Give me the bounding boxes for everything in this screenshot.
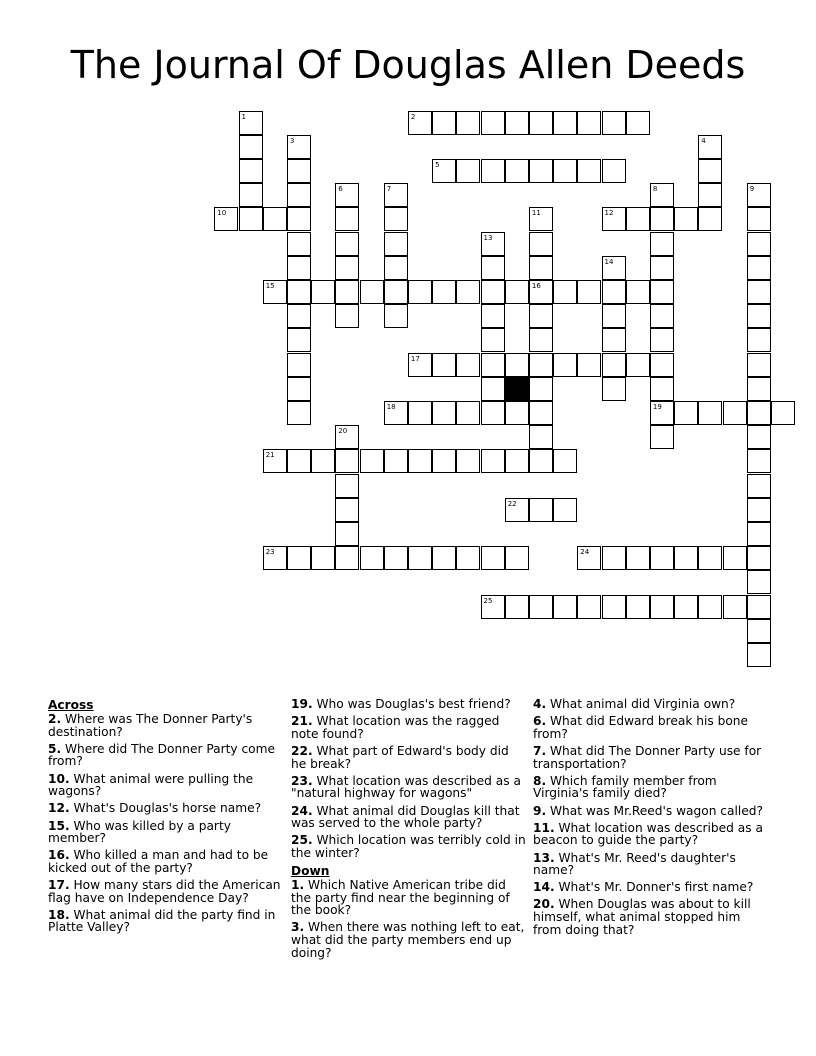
grid-cell[interactable] xyxy=(481,377,505,401)
grid-cell[interactable] xyxy=(650,280,674,304)
grid-cell[interactable] xyxy=(384,449,408,473)
grid-cell[interactable] xyxy=(529,377,553,401)
clue-item xyxy=(48,713,283,738)
grid-cell[interactable] xyxy=(747,643,771,667)
clue-item xyxy=(291,805,526,830)
clue-item-number: 22. xyxy=(291,743,313,758)
clue-item-number: 11. xyxy=(533,820,555,835)
clue-item xyxy=(533,852,768,877)
grid-cell[interactable] xyxy=(602,280,626,304)
clue-number: 16 xyxy=(531,281,541,290)
clue-item-text: What part of Edward's body did he break? xyxy=(291,743,509,771)
grid-cell[interactable] xyxy=(287,232,311,256)
clue-number: 2 xyxy=(410,112,416,121)
clue-item-text: How many stars did the American flag have on Independence Day? xyxy=(48,878,281,905)
grid-cell[interactable] xyxy=(287,377,311,401)
grid-cell[interactable] xyxy=(626,207,650,231)
grid-cell[interactable] xyxy=(626,546,650,570)
clue-item-text: Where did The Donner Party come from? xyxy=(48,741,276,769)
grid-cell[interactable] xyxy=(602,159,626,183)
grid-cell[interactable] xyxy=(384,207,408,231)
clue-item xyxy=(533,775,768,800)
grid-cell[interactable] xyxy=(384,546,408,570)
grid-cell[interactable] xyxy=(335,498,359,522)
grid-cell[interactable] xyxy=(481,159,505,183)
grid-cell[interactable] xyxy=(553,111,577,135)
clue-item-text: When Douglas was about to kill himself, what animal stopped him from doing that? xyxy=(533,897,751,937)
grid-cell[interactable] xyxy=(214,207,238,231)
clue-number: 25 xyxy=(483,596,493,605)
grid-cell[interactable] xyxy=(529,111,553,135)
grid-cell[interactable] xyxy=(674,595,698,619)
clue-item-number: 4. xyxy=(533,697,547,711)
grid-cell[interactable] xyxy=(335,280,359,304)
grid-cell[interactable] xyxy=(602,207,626,231)
grid-cell[interactable] xyxy=(311,280,335,304)
clue-item-text: Which Native American tribe did the party find near the beginning of the book? xyxy=(291,878,510,918)
clue-item-number: 5. xyxy=(48,741,62,756)
grid-cell[interactable] xyxy=(263,449,287,473)
grid-cell[interactable] xyxy=(384,256,408,280)
clue-item-number: 3. xyxy=(291,920,305,935)
grid-cell[interactable] xyxy=(360,449,384,473)
clue-column-3 xyxy=(533,698,768,941)
grid-cell[interactable] xyxy=(650,328,674,352)
grid-cell[interactable] xyxy=(311,449,335,473)
grid-cell[interactable] xyxy=(602,595,626,619)
grid-cell[interactable] xyxy=(698,159,722,183)
grid-cell[interactable] xyxy=(650,401,674,425)
grid-cell[interactable] xyxy=(602,111,626,135)
clue-item-number: 25. xyxy=(291,833,313,848)
clue-number: 23 xyxy=(265,548,275,557)
grid-cell[interactable] xyxy=(698,401,722,425)
grid-cell[interactable] xyxy=(553,595,577,619)
grid-cell[interactable] xyxy=(481,595,505,619)
grid-cell[interactable] xyxy=(505,498,529,522)
grid-cell[interactable] xyxy=(577,280,601,304)
clue-item-text: What's Mr. Donner's first name? xyxy=(558,880,754,895)
grid-cell[interactable] xyxy=(505,353,529,377)
clue-item-number: 9. xyxy=(533,803,547,818)
grid-cell[interactable] xyxy=(335,522,359,546)
clue-item-number: 13. xyxy=(533,850,555,865)
page-title: The Journal Of Douglas Allen Deeds xyxy=(70,43,746,87)
grid-cell[interactable] xyxy=(505,595,529,619)
grid-cell[interactable] xyxy=(529,207,553,231)
grid-cell[interactable] xyxy=(287,304,311,328)
grid-cell[interactable] xyxy=(698,546,722,570)
clue-number: 7 xyxy=(386,185,392,194)
grid-cell[interactable] xyxy=(602,353,626,377)
grid-cell[interactable] xyxy=(505,280,529,304)
grid-cell[interactable] xyxy=(626,111,650,135)
clue-number: 17 xyxy=(410,354,420,363)
grid-cell[interactable] xyxy=(674,401,698,425)
grid-cell[interactable] xyxy=(747,377,771,401)
grid-cell[interactable] xyxy=(384,280,408,304)
grid-cell[interactable] xyxy=(529,159,553,183)
grid-cell[interactable] xyxy=(747,522,771,546)
clue-item xyxy=(291,745,526,770)
grid-cell[interactable] xyxy=(577,159,601,183)
clue-number: 21 xyxy=(265,451,275,460)
clue-item xyxy=(291,921,526,959)
clue-item-number: 18. xyxy=(48,907,70,922)
grid-cell[interactable] xyxy=(650,304,674,328)
clue-item-text: What animal did the party find in Platte Valley? xyxy=(48,907,276,935)
grid-cell[interactable] xyxy=(505,111,529,135)
grid-cell[interactable] xyxy=(553,449,577,473)
clue-item-number: 24. xyxy=(291,803,313,818)
grid-cell[interactable] xyxy=(747,498,771,522)
grid-cell[interactable] xyxy=(456,401,480,425)
grid-cell[interactable] xyxy=(408,401,432,425)
grid-cell[interactable] xyxy=(239,159,263,183)
grid-cell[interactable] xyxy=(481,546,505,570)
grid-cell[interactable] xyxy=(553,353,577,377)
clue-number: 20 xyxy=(338,427,348,436)
grid-cell[interactable] xyxy=(674,207,698,231)
grid-cell[interactable] xyxy=(747,570,771,594)
grid-cell[interactable] xyxy=(650,546,674,570)
grid-cell[interactable] xyxy=(335,546,359,570)
clue-item xyxy=(48,909,283,934)
grid-cell[interactable] xyxy=(505,449,529,473)
grid-cell[interactable] xyxy=(360,280,384,304)
grid-cell[interactable] xyxy=(553,280,577,304)
black-cell xyxy=(505,377,529,401)
grid-cell[interactable] xyxy=(747,353,771,377)
clue-number: 3 xyxy=(289,136,295,145)
clue-number: 19 xyxy=(652,402,662,411)
grid-cell[interactable] xyxy=(650,425,674,449)
grid-cell[interactable] xyxy=(529,256,553,280)
clue-item-text: What location was the ragged note found? xyxy=(291,714,500,741)
grid-cell[interactable] xyxy=(674,546,698,570)
grid-cell[interactable] xyxy=(747,401,771,425)
clue-number: 14 xyxy=(604,257,614,266)
grid-cell[interactable] xyxy=(698,595,722,619)
grid-cell[interactable] xyxy=(529,425,553,449)
clue-item-number: 2. xyxy=(48,712,62,726)
clue-item-number: 10. xyxy=(48,771,70,786)
grid-cell[interactable] xyxy=(335,425,359,449)
grid-cell[interactable] xyxy=(287,135,311,159)
grid-cell[interactable] xyxy=(577,546,601,570)
grid-cell[interactable] xyxy=(747,449,771,473)
clue-item-number: 21. xyxy=(291,714,313,729)
grid-cell[interactable] xyxy=(747,474,771,498)
grid-cell[interactable] xyxy=(432,111,456,135)
grid-cell[interactable] xyxy=(456,111,480,135)
clue-item xyxy=(533,805,768,818)
clue-item xyxy=(533,822,768,847)
clue-item xyxy=(533,881,768,894)
clue-item-text: Who was killed by a party member? xyxy=(48,818,231,846)
grid-cell[interactable] xyxy=(505,546,529,570)
grid-cell[interactable] xyxy=(747,546,771,570)
clue-number: 22 xyxy=(507,499,517,508)
grid-cell[interactable] xyxy=(553,498,577,522)
grid-cell[interactable] xyxy=(529,232,553,256)
clue-item-text: What's Douglas's horse name? xyxy=(73,801,262,816)
clue-item xyxy=(533,698,768,711)
clue-item-text: What location was described as a "natural highway for wagons" xyxy=(291,773,521,801)
clue-number: 4 xyxy=(701,136,706,145)
grid-cell[interactable] xyxy=(723,595,747,619)
grid-cell[interactable] xyxy=(456,159,480,183)
grid-cell[interactable] xyxy=(747,304,771,328)
clue-column-1 xyxy=(48,698,283,939)
grid-cell[interactable] xyxy=(553,159,577,183)
grid-cell[interactable] xyxy=(650,377,674,401)
grid-cell[interactable] xyxy=(287,401,311,425)
grid-cell[interactable] xyxy=(747,280,771,304)
clue-item-text: What did Edward break his bone from? xyxy=(533,714,749,741)
grid-cell[interactable] xyxy=(529,353,553,377)
grid-cell[interactable] xyxy=(650,256,674,280)
grid-cell[interactable] xyxy=(432,353,456,377)
clue-item-number: 8. xyxy=(533,773,547,788)
grid-cell[interactable] xyxy=(384,304,408,328)
clue-item xyxy=(533,715,768,740)
grid-cell[interactable] xyxy=(263,280,287,304)
grid-cell[interactable] xyxy=(335,183,359,207)
grid-cell[interactable] xyxy=(287,546,311,570)
clue-item-text: Who killed a man and had to be kicked out of the party? xyxy=(48,848,269,875)
clue-item xyxy=(48,743,283,768)
clue-number: 15 xyxy=(265,281,275,290)
grid-cell[interactable] xyxy=(360,546,384,570)
grid-cell[interactable] xyxy=(723,401,747,425)
grid-cell[interactable] xyxy=(481,256,505,280)
grid-cell[interactable] xyxy=(650,207,674,231)
grid-cell[interactable] xyxy=(698,207,722,231)
clue-item-text: Which location was terribly cold in the winter? xyxy=(291,833,526,860)
grid-cell[interactable] xyxy=(481,304,505,328)
grid-cell[interactable] xyxy=(239,183,263,207)
grid-cell[interactable] xyxy=(747,232,771,256)
grid-cell[interactable] xyxy=(747,595,771,619)
grid-cell[interactable] xyxy=(481,449,505,473)
grid-cell[interactable] xyxy=(529,280,553,304)
grid-cell[interactable] xyxy=(384,401,408,425)
grid-cell[interactable] xyxy=(408,353,432,377)
clue-number: 13 xyxy=(483,233,493,242)
clue-item-text: What's Mr. Reed's daughter's name? xyxy=(533,850,736,878)
clue-item-number: 14. xyxy=(533,880,555,895)
grid-cell[interactable] xyxy=(432,449,456,473)
clue-item-text: What location was described as a beacon to guide the party? xyxy=(533,820,763,848)
clue-item xyxy=(291,775,526,800)
grid-cell[interactable] xyxy=(577,111,601,135)
grid-cell[interactable] xyxy=(723,546,747,570)
grid-cell[interactable] xyxy=(432,280,456,304)
grid-cell[interactable] xyxy=(335,449,359,473)
clue-number: 6 xyxy=(338,185,343,194)
grid-cell[interactable] xyxy=(529,401,553,425)
grid-cell[interactable] xyxy=(602,546,626,570)
grid-cell[interactable] xyxy=(602,304,626,328)
grid-cell[interactable] xyxy=(335,232,359,256)
clue-item-text: Who was Douglas's best friend? xyxy=(316,697,511,711)
clue-item-number: 17. xyxy=(48,878,70,893)
grid-cell[interactable] xyxy=(335,207,359,231)
clue-item-text: Where was The Donner Party's destination? xyxy=(48,712,253,739)
grid-cell[interactable] xyxy=(602,256,626,280)
clue-item xyxy=(291,715,526,740)
grid-cell[interactable] xyxy=(263,546,287,570)
grid-cell[interactable] xyxy=(335,256,359,280)
grid-cell[interactable] xyxy=(577,595,601,619)
clue-item-number: 20. xyxy=(533,897,555,912)
grid-cell[interactable] xyxy=(432,546,456,570)
clue-item xyxy=(533,898,768,936)
clue-item-number: 7. xyxy=(533,743,547,758)
grid-cell[interactable] xyxy=(481,280,505,304)
clue-item xyxy=(48,849,283,874)
grid-cell[interactable] xyxy=(239,207,263,231)
clue-item xyxy=(48,802,283,815)
clue-item-number: 6. xyxy=(533,714,547,729)
across-heading: Across xyxy=(48,698,94,712)
clue-number: 11 xyxy=(531,209,541,218)
clue-number: 8 xyxy=(652,185,658,194)
grid-cell[interactable] xyxy=(287,207,311,231)
clue-item xyxy=(48,773,283,798)
grid-cell[interactable] xyxy=(456,546,480,570)
clue-item-number: 16. xyxy=(48,848,70,863)
clue-item xyxy=(48,820,283,845)
grid-cell[interactable] xyxy=(650,183,674,207)
clue-item xyxy=(291,834,526,859)
grid-cell[interactable] xyxy=(650,353,674,377)
grid-cell[interactable] xyxy=(529,304,553,328)
grid-cell[interactable] xyxy=(529,498,553,522)
grid-cell[interactable] xyxy=(626,280,650,304)
grid-cell[interactable] xyxy=(698,135,722,159)
clue-item-number: 19. xyxy=(291,697,313,711)
grid-cell[interactable] xyxy=(747,328,771,352)
grid-cell[interactable] xyxy=(747,619,771,643)
grid-cell[interactable] xyxy=(481,401,505,425)
grid-cell[interactable] xyxy=(263,207,287,231)
grid-cell[interactable] xyxy=(287,280,311,304)
clue-item-number: 1. xyxy=(291,878,305,893)
grid-cell[interactable] xyxy=(287,353,311,377)
clue-item xyxy=(291,698,526,711)
grid-cell[interactable] xyxy=(287,449,311,473)
grid-cell[interactable] xyxy=(239,135,263,159)
clue-item-text: Which family member from Virginia's family died? xyxy=(533,773,717,801)
grid-cell[interactable] xyxy=(408,449,432,473)
grid-cell[interactable] xyxy=(747,207,771,231)
clue-item-text: What animal were pulling the wagons? xyxy=(48,771,254,799)
clue-number: 24 xyxy=(580,548,590,557)
grid-cell[interactable] xyxy=(626,595,650,619)
grid-cell[interactable] xyxy=(408,280,432,304)
grid-cell[interactable] xyxy=(602,328,626,352)
grid-cell[interactable] xyxy=(505,401,529,425)
grid-cell[interactable] xyxy=(747,183,771,207)
grid-cell[interactable] xyxy=(481,111,505,135)
grid-cell[interactable] xyxy=(747,425,771,449)
grid-cell[interactable] xyxy=(456,449,480,473)
grid-cell[interactable] xyxy=(384,183,408,207)
clue-item-text: What was Mr.Reed's wagon called? xyxy=(550,803,763,818)
down-heading: Down xyxy=(291,864,330,879)
clue-item-text: What did The Donner Party use for transportation? xyxy=(533,743,762,771)
grid-cell[interactable] xyxy=(239,111,263,135)
grid-cell[interactable] xyxy=(481,353,505,377)
grid-cell[interactable] xyxy=(747,256,771,280)
clue-item-number: 15. xyxy=(48,818,70,833)
grid-cell[interactable] xyxy=(505,159,529,183)
grid-cell[interactable] xyxy=(650,232,674,256)
clue-number: 10 xyxy=(217,209,227,218)
clue-item-number: 12. xyxy=(48,801,70,816)
grid-cell[interactable] xyxy=(650,595,674,619)
clue-item xyxy=(291,879,526,917)
grid-cell[interactable] xyxy=(287,183,311,207)
grid-cell[interactable] xyxy=(287,256,311,280)
grid-cell[interactable] xyxy=(335,304,359,328)
clue-item xyxy=(48,879,283,904)
grid-cell[interactable] xyxy=(481,232,505,256)
grid-cell[interactable] xyxy=(626,353,650,377)
clue-number: 1 xyxy=(241,112,246,121)
grid-cell[interactable] xyxy=(287,159,311,183)
grid-cell[interactable] xyxy=(311,546,335,570)
grid-cell[interactable] xyxy=(408,546,432,570)
grid-cell[interactable] xyxy=(529,328,553,352)
clue-number: 5 xyxy=(435,160,440,169)
clue-number: 9 xyxy=(749,185,755,194)
clue-item-text: What animal did Virginia own? xyxy=(550,697,736,711)
grid-cell[interactable] xyxy=(602,377,626,401)
clue-column-2 xyxy=(291,698,526,964)
grid-cell[interactable] xyxy=(287,328,311,352)
clue-item xyxy=(533,745,768,770)
clue-item-number: 23. xyxy=(291,773,313,788)
clue-item-text: When there was nothing left to eat, what did the party members end up doing? xyxy=(291,920,525,960)
grid-cell[interactable] xyxy=(577,353,601,377)
grid-cell[interactable] xyxy=(456,353,480,377)
grid-cell[interactable] xyxy=(529,449,553,473)
clue-number: 12 xyxy=(604,209,614,218)
grid-cell[interactable] xyxy=(529,595,553,619)
clue-number: 18 xyxy=(386,402,396,411)
grid-cell[interactable] xyxy=(456,280,480,304)
grid-cell[interactable] xyxy=(335,474,359,498)
grid-cell[interactable] xyxy=(432,159,456,183)
grid-cell[interactable] xyxy=(408,111,432,135)
clue-item-text: What animal did Douglas kill that was served to the whole party? xyxy=(291,803,520,831)
grid-cell[interactable] xyxy=(481,328,505,352)
grid-cell[interactable] xyxy=(698,183,722,207)
grid-cell[interactable] xyxy=(384,232,408,256)
grid-cell[interactable] xyxy=(771,401,795,425)
grid-cell[interactable] xyxy=(432,401,456,425)
